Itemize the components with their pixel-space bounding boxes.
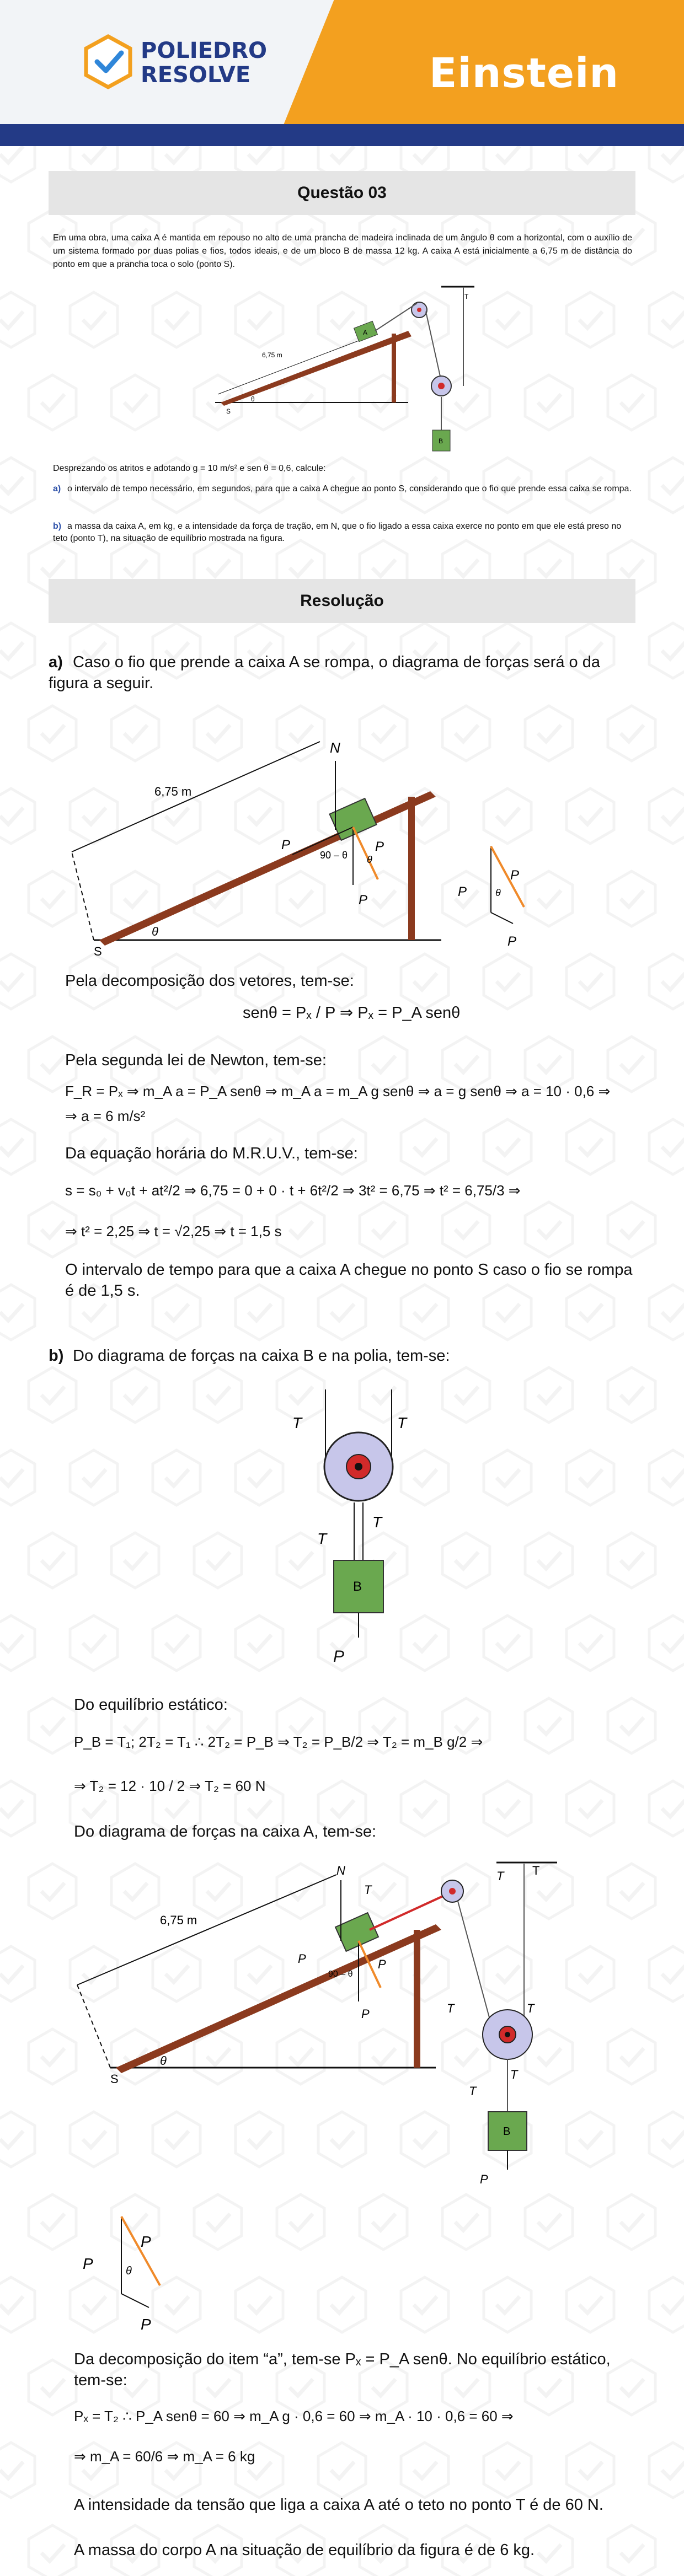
- fig-sys-angle90: 90 – θ: [328, 1969, 353, 1979]
- resolution-heading: Resolução: [49, 579, 635, 623]
- item-b-label: b): [53, 522, 62, 531]
- res-equil-text: Do equilíbrio estático:: [74, 1696, 228, 1714]
- tri-pa: P: [458, 884, 467, 899]
- fig-b-pb: P: [333, 1647, 345, 1666]
- q-t-label: T: [464, 293, 469, 300]
- figure-a-incline: [61, 709, 458, 968]
- question-figure: [199, 281, 485, 458]
- fig-a-distance: 6,75 m: [154, 785, 192, 798]
- res-mruv-eq2: ⇒ t² = 2,25 ⇒ t = √2,25 ⇒ t = 1,5 s: [65, 1223, 282, 1239]
- res-a-intro-text: Caso o fio que prende a caixa A se rompa, o diagrama de forças será o da figura a seguir.: [49, 653, 600, 692]
- res-mruv-eq1: s = s₀ + v₀t + at²/2 ⇒ 6,75 = 0 + 0 · t + 6t²/2 ⇒ 3t² = 6,75 ⇒ t² = 6,75/3 ⇒: [65, 1182, 521, 1199]
- fig-b-t1-right: T: [372, 1514, 382, 1531]
- figure-a-triangle: [452, 835, 552, 957]
- fig-sys-s: S: [110, 2072, 119, 2086]
- fig-a-s: S: [94, 944, 102, 958]
- tri2-theta: θ: [126, 2265, 132, 2277]
- resolution-a-intro: [49, 652, 635, 694]
- res-b-label: b): [49, 1347, 64, 1365]
- res-equil-eq1: P_B = T₁; 2T₂ = T₁ ∴ 2T₂ = P_B ⇒ T₂ = P_B/2 ⇒ T₂ = m_B g/2 ⇒: [74, 1734, 483, 1750]
- fig-a-px: P: [281, 838, 291, 852]
- logo-text: [141, 39, 267, 87]
- res-decomp-eq: senθ = Pₓ / P ⇒ Pₓ = P_A senθ: [243, 1004, 461, 1022]
- tri2-py: P: [141, 2233, 151, 2250]
- fig-a-theta: θ: [152, 925, 158, 938]
- figure-b-system: [61, 1853, 579, 2194]
- res-a-label: a): [49, 653, 63, 671]
- res-mruv-text: Da equação horária do M.R.U.V., tem-se:: [65, 1145, 358, 1162]
- res-newton-eq2: ⇒ a = 6 m/s²: [65, 1108, 146, 1124]
- q-box-b-label: B: [439, 437, 443, 445]
- res-decomp-text: Pela decomposição dos vetores, tem-se:: [65, 972, 354, 990]
- fig-sys-pb: P: [480, 2172, 488, 2186]
- fig-sys-t2-box: T: [364, 1883, 372, 1897]
- fig-b-block: B: [353, 1579, 362, 1594]
- fig-sys-t1-l: T: [469, 2084, 477, 2098]
- question-heading: Questão 03: [49, 171, 635, 215]
- question-given: Desprezando os atritos e adotando g = 10 m/s² e sen θ = 0,6, calcule:: [53, 464, 326, 473]
- fig-a-py: P: [375, 839, 384, 854]
- poliedro-logo-icon: [83, 34, 133, 89]
- fig-sys-t2-r: T: [527, 2001, 535, 2015]
- fig-b-t2-left: T: [292, 1414, 302, 1431]
- fig-sys-pa: P: [361, 2007, 370, 2021]
- tri-theta: θ: [495, 887, 501, 898]
- fig-sys-t1-r: T: [510, 2068, 518, 2081]
- fig-sys-theta: θ: [160, 2054, 167, 2068]
- res-newton-eq1: F_R = Pₓ ⇒ m_A a = P_A senθ ⇒ m_A a = m_A g senθ ⇒ a = g senθ ⇒ a = 10 · 0,6 ⇒: [65, 1083, 611, 1099]
- item-b-text: a massa da caixa A, em kg, e a intensidade da força de tração, em N, que o fio ligado a essa caixa exerce no ponto em que ele está preso no teto (ponto T), na situação de equilíbrio mostrada na figura.: [53, 522, 622, 543]
- fig-b-t2-right: T: [397, 1414, 407, 1431]
- fig-sys-py: P: [378, 1957, 386, 1971]
- fig-sys-t: T: [532, 1864, 540, 1877]
- res-b-conclusion2: A massa do corpo A na situação de equilíbrio da figura é de 6 kg.: [74, 2541, 535, 2559]
- figure-b-pulley: [276, 1378, 441, 1643]
- res-b-eq1: Pₓ = T₂ ∴ P_A senθ = 60 ⇒ m_A g · 0,6 = 60 ⇒ m_A · 10 · 0,6 = 60 ⇒: [74, 2408, 514, 2424]
- item-a-label: a): [53, 484, 61, 493]
- res-a-conclusion: O intervalo de tempo para que a caixa A chegue no ponto S caso o fio se rompa é de 1,5 s.: [65, 1261, 633, 1300]
- figure-b-triangle: [77, 2205, 188, 2338]
- fig-sys-b: B: [503, 2126, 511, 2138]
- res-equil-eq2: ⇒ T₂ = 12 · 10 / 2 ⇒ T₂ = 60 N: [74, 1778, 266, 1794]
- fig-a-theta2: θ: [367, 854, 372, 865]
- question-statement: Em uma obra, uma caixa A é mantida em repouso no alto de uma prancha de madeira inclinada de um ângulo θ com a horizontal, com o auxílio de um sistema formado por duas polias e fios, todos ideais, e de um bloco B de massa 12 kg. A caixa A está inicialmente a 6,75 m de distância do ponto em que a prancha toca o solo (ponto S).: [53, 233, 632, 269]
- res-b-conclusion1: A intensidade da tensão que liga a caixa A até o teto no ponto T é de 60 N.: [74, 2496, 603, 2514]
- q-theta-label: θ: [251, 395, 255, 403]
- fig-sys-n: N: [336, 1864, 345, 1877]
- question-item-b: [53, 520, 632, 545]
- res-b-intro-text: Do diagrama de forças na caixa B e na polia, tem-se:: [73, 1347, 450, 1365]
- fig-a-pa: P: [359, 893, 368, 908]
- tri2-px: P: [141, 2316, 151, 2333]
- q-s-label: S: [226, 407, 231, 415]
- logo-line2: RESOLVE: [141, 62, 251, 88]
- res-newton-text: Pela segunda lei de Newton, tem-se:: [65, 1051, 327, 1069]
- fig-sys-px: P: [298, 1952, 306, 1966]
- resolution-b-intro: [49, 1345, 635, 1366]
- exam-title: Einstein: [429, 50, 619, 97]
- fig-a-angle90: 90 – θ: [320, 850, 348, 861]
- q-box-a-label: A: [363, 329, 368, 336]
- question-item-a: [53, 483, 632, 495]
- fig-sys-t2-l: T: [447, 2001, 455, 2015]
- res-b-decomp-text: Da decomposição do item “a”, tem-se Pₓ = P_A senθ. No equilíbrio estático, tem-se:: [74, 2350, 611, 2389]
- fig-sys-t2-top: T: [496, 1869, 504, 1883]
- res-b-eq2: ⇒ m_A = 60/6 ⇒ m_A = 6 kg: [74, 2448, 255, 2465]
- tri-py: P: [510, 868, 520, 883]
- logo-line1: POLIEDRO: [141, 38, 268, 63]
- res-boxa-text: Do diagrama de forças na caixa A, tem-se:: [74, 1823, 377, 1840]
- tri2-pa: P: [83, 2255, 93, 2272]
- fig-b-t1-left: T: [317, 1530, 327, 1547]
- item-a-text: o intervalo de tempo necessário, em segundos, para que a caixa A chegue ao ponto S, considerando que o fio que prende essa caixa se rompa.: [67, 484, 632, 493]
- fig-a-n: N: [330, 739, 340, 756]
- fig-sys-distance: 6,75 m: [160, 1913, 197, 1927]
- tri-px: P: [507, 934, 517, 949]
- q-distance-label: 6,75 m: [262, 351, 282, 359]
